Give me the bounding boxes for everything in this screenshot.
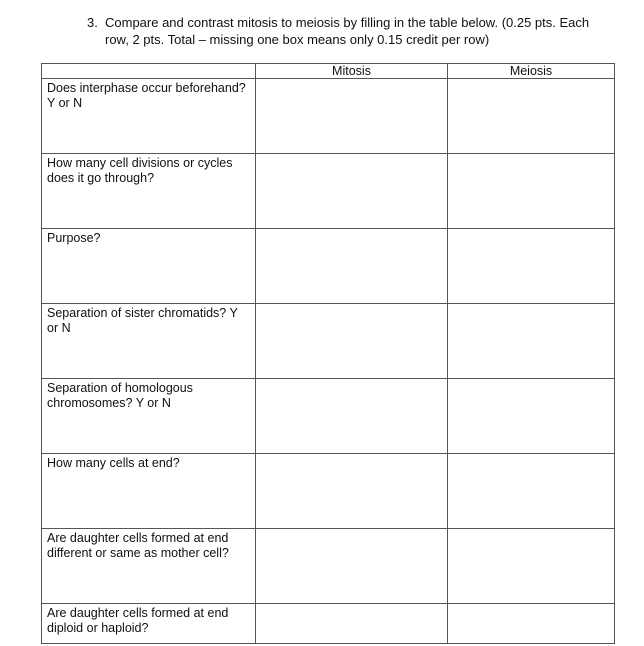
row-label: How many cells at end? bbox=[42, 454, 256, 529]
mitosis-answer-cell[interactable] bbox=[256, 529, 448, 604]
row-label: Are daughter cells formed at end different or same as mother cell? bbox=[42, 529, 256, 604]
row-label: Purpose? bbox=[42, 229, 256, 304]
mitosis-answer-cell[interactable] bbox=[256, 154, 448, 229]
question-prompt bbox=[87, 14, 607, 48]
meiosis-answer-cell[interactable] bbox=[448, 154, 615, 229]
table-row bbox=[42, 604, 615, 644]
table-row bbox=[42, 229, 615, 304]
meiosis-answer-cell[interactable] bbox=[448, 304, 615, 379]
meiosis-answer-cell[interactable] bbox=[448, 379, 615, 454]
table-row bbox=[42, 529, 615, 604]
mitosis-answer-cell[interactable] bbox=[256, 79, 448, 154]
meiosis-answer-cell[interactable] bbox=[448, 79, 615, 154]
table-row bbox=[42, 379, 615, 454]
meiosis-answer-cell[interactable] bbox=[448, 454, 615, 529]
row-label: Separation of homologous chromosomes? Y or N bbox=[42, 379, 256, 454]
question-number: 3. bbox=[87, 15, 98, 30]
row-label: How many cell divisions or cycles does it go through? bbox=[42, 154, 256, 229]
header-row bbox=[42, 64, 615, 79]
question-text: Compare and contrast mitosis to meiosis by filling in the table below. (0.25 pts. Each row, 2 pts. Total – missing one box means only 0.15 credit per row) bbox=[105, 15, 590, 47]
mitosis-answer-cell[interactable] bbox=[256, 229, 448, 304]
meiosis-answer-cell[interactable] bbox=[448, 529, 615, 604]
table-row bbox=[42, 79, 615, 154]
table-row bbox=[42, 454, 615, 529]
comparison-table bbox=[41, 63, 615, 644]
mitosis-answer-cell[interactable] bbox=[256, 604, 448, 644]
row-label: Does interphase occur beforehand? Y or N bbox=[42, 79, 256, 154]
meiosis-answer-cell[interactable] bbox=[448, 604, 615, 644]
meiosis-answer-cell[interactable] bbox=[448, 229, 615, 304]
header-mitosis: Mitosis bbox=[256, 64, 448, 79]
header-meiosis: Meiosis bbox=[448, 64, 615, 79]
mitosis-answer-cell[interactable] bbox=[256, 379, 448, 454]
table-row bbox=[42, 304, 615, 379]
header-empty-cell bbox=[42, 64, 256, 79]
table-row bbox=[42, 154, 615, 229]
mitosis-answer-cell[interactable] bbox=[256, 454, 448, 529]
row-label: Are daughter cells formed at end diploid or haploid? bbox=[42, 604, 256, 644]
row-label: Separation of sister chromatids? Y or N bbox=[42, 304, 256, 379]
mitosis-answer-cell[interactable] bbox=[256, 304, 448, 379]
